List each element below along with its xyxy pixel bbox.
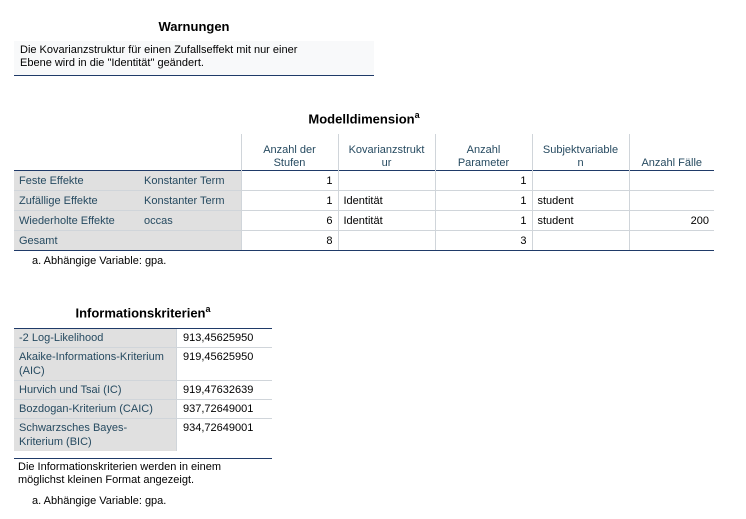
row-sublabel: occas — [139, 211, 241, 231]
table-row — [14, 171, 714, 191]
cell-parameters: 1 — [435, 211, 532, 231]
criterion-value: 913,45625950 — [177, 329, 273, 348]
cell-covariance — [338, 171, 435, 191]
row-label: Wiederholte Effekte — [14, 211, 139, 231]
header-covariance: Kovarianzstrukt ur — [338, 134, 435, 171]
row-sublabel: Konstanter Term — [139, 191, 241, 211]
model-dimension-footnote: a. Abhängige Variable: gpa. — [32, 255, 167, 267]
row-sublabel — [139, 231, 241, 251]
model-dimension-title: Modelldimension$^a$ — [308, 110, 420, 127]
table-row — [14, 231, 714, 251]
criterion-label: -2 Log-Likelihood — [14, 329, 177, 348]
info-criteria-note — [14, 458, 272, 489]
cell-levels: 1 — [241, 171, 338, 191]
cell-levels: 6 — [241, 211, 338, 231]
criterion-value: 919,47632639 — [177, 381, 273, 400]
table-row — [14, 381, 272, 400]
cell-cases — [629, 191, 714, 211]
table-row — [14, 400, 272, 419]
header-parameters: Anzahl Parameter — [435, 134, 532, 171]
cell-levels: 8 — [241, 231, 338, 251]
model-dimension-table — [14, 134, 714, 251]
criterion-label: Schwarzsches Bayes-Kriterium (BIC) — [14, 419, 177, 452]
row-label: Gesamt — [14, 231, 139, 251]
table-header-row — [14, 134, 714, 171]
table-row — [14, 191, 714, 211]
criterion-label: Bozdogan-Kriterium (CAIC) — [14, 400, 177, 419]
footnote-marker: a — [414, 110, 420, 120]
table-row — [14, 419, 272, 452]
cell-parameters: 1 — [435, 171, 532, 191]
header-cases: Anzahl Fälle — [629, 134, 714, 171]
warnings-text-line1: Die Kovarianzstruktur für einen Zufallseffekt mit nur einer — [20, 44, 298, 56]
info-criteria-title: Informationskriterien$^a$ — [75, 304, 211, 321]
note-line1: Die Informationskriterien werden in einem — [18, 461, 221, 473]
cell-subject: student — [532, 191, 629, 211]
row-sublabel: Konstanter Term — [139, 171, 241, 191]
cell-parameters: 3 — [435, 231, 532, 251]
warnings-title: Warnungen — [158, 19, 230, 34]
warnings-text-line2: Ebene wird in die "Identität" geändert. — [20, 57, 204, 69]
header-levels: Anzahl der Stufen — [241, 134, 338, 171]
note-line2: möglichst kleinen Format angezeigt. — [18, 474, 195, 486]
criterion-value: 919,45625950 — [177, 348, 273, 381]
cell-parameters: 1 — [435, 191, 532, 211]
cell-subject — [532, 231, 629, 251]
info-criteria-table — [14, 328, 272, 451]
cell-levels: 1 — [241, 191, 338, 211]
cell-covariance: Identität — [338, 191, 435, 211]
info-criteria-footnote: a. Abhängige Variable: gpa. — [32, 495, 167, 507]
footnote-marker: a — [205, 304, 211, 314]
cell-subject: student — [532, 211, 629, 231]
criterion-label: Hurvich und Tsai (IC) — [14, 381, 177, 400]
criterion-value: 934,72649001 — [177, 419, 273, 452]
criterion-label: Akaike-Informations-Kriterium (AIC) — [14, 348, 177, 381]
table-row — [14, 348, 272, 381]
row-label: Feste Effekte — [14, 171, 139, 191]
cell-cases — [629, 231, 714, 251]
criterion-value: 937,72649001 — [177, 400, 273, 419]
cell-covariance — [338, 231, 435, 251]
warnings-box — [14, 41, 374, 76]
cell-covariance: Identität — [338, 211, 435, 231]
table-row — [14, 211, 714, 231]
cell-cases: 200 — [629, 211, 714, 231]
cell-cases — [629, 171, 714, 191]
header-subject: Subjektvariable n — [532, 134, 629, 171]
table-row — [14, 329, 272, 348]
cell-subject — [532, 171, 629, 191]
row-label: Zufällige Effekte — [14, 191, 139, 211]
